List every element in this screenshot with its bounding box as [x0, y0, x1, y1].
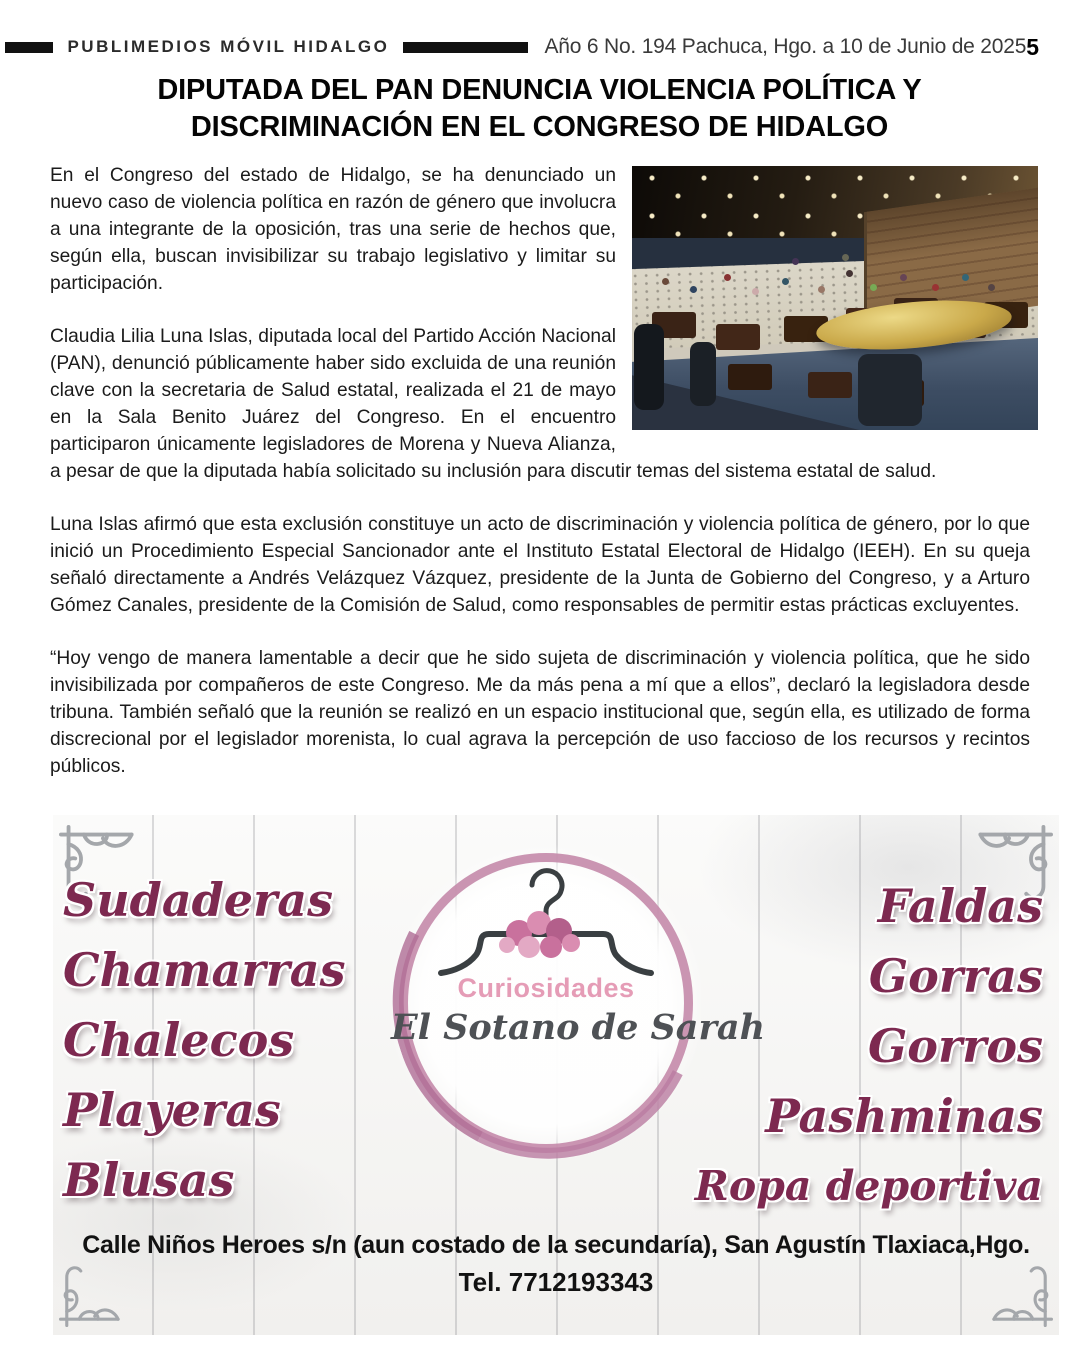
paragraph-2: Claudia Lilia Luna Islas, diputada local del Partido Acción Nacional (PAN), denunció públicamente haber sido excluida de una reunión clave con la secretaria de Salud estatal, realizada el 21 de mayo en la Sala Benito Juárez del Congreso. En el encuentro participaron únicamente legisladores de Morena y Nueva Alianza, a pesar de que la diputada había solicitado su inclusión para discutir temas del sistema estatal de salud.	[50, 326, 937, 482]
ad-item-gorros: Gorros	[867, 1019, 1043, 1073]
masthead-brand: PUBLIMEDIOS MÓVIL HIDALGO	[67, 37, 390, 56]
ad-item-pashminas: Pashminas	[765, 1089, 1043, 1143]
logo-tagline: Curiosidades	[457, 973, 635, 1003]
logo-shop-name: El Sotano de Sarah	[391, 1007, 766, 1048]
headline-line-1: DIPUTADA DEL PAN DENUNCIA VIOLENCIA POLÍTICA Y	[157, 74, 922, 106]
flower-cluster-icon	[499, 911, 580, 958]
ad-item-sudaderas: Sudaderas	[63, 873, 334, 927]
advertisement-el-sotano-de-sarah	[53, 815, 1059, 1335]
article-body	[50, 162, 1030, 806]
masthead-divider-bar	[403, 42, 528, 53]
ad-item-chalecos: Chalecos	[63, 1013, 295, 1067]
issue-line: Año 6 No. 194 Pachuca, Hgo. a 10 de Junio de 2025	[544, 35, 1027, 58]
ad-item-ropa-deportiva: Ropa deportiva	[694, 1162, 1043, 1210]
article-headline	[0, 72, 1079, 146]
photo-foreground-chair	[858, 354, 922, 426]
ad-item-faldas: Faldas	[877, 879, 1043, 933]
ad-product-list-left	[63, 875, 346, 1205]
ad-item-blusas: Blusas	[63, 1153, 235, 1207]
congress-session-photo	[632, 166, 1038, 430]
paragraph-4: “Hoy vengo de manera lamentable a decir que he sido sujeta de discriminación y violencia política, que he sido invisibilizada por compañeros de este Congreso. Me da más pena a mí que a ellos”, declaró la legisladora desde tribuna. También señaló que la reunión se realizó en un espacio institucional que, según ella, es utilizado de forma discrecional por el legislador morenista, lo cual agrava la percepción de uso faccioso de los recursos y recintos públicos.	[50, 648, 1030, 777]
ad-item-gorras: Gorras	[868, 949, 1043, 1003]
photo-people	[632, 166, 639, 173]
headline-line-2: DISCRIMINACIÓN EN EL CONGRESO DE HIDALGO	[190, 111, 889, 143]
ad-phone: Tel. 7712193343	[458, 1267, 654, 1297]
paragraph-3: Luna Islas afirmó que esta exclusión constituye un acto de discriminación y violencia política de género, por lo que inició un Procedimiento Especial Sancionador ante el Instituto Estatal Electoral de Hidalgo (IEEH). En su queja señaló directamente a Andrés Velázquez Vázquez, presidente de la Junta de Gobierno del Congreso, y a Arturo Gómez Canales, presidente de la Comisión de Salud, como responsables de permitir estas prácticas excluyentes.	[50, 514, 1030, 616]
ad-item-chamarras: Chamarras	[63, 943, 346, 997]
photo-standing-figure	[634, 324, 664, 410]
photo-seated-figure	[690, 342, 716, 406]
ad-item-playeras: Playeras	[63, 1083, 281, 1137]
masthead-left-bar	[5, 42, 53, 53]
paragraph-1: En el Congreso del estado de Hidalgo, se ha denunciado un nuevo caso de violencia política en razón de género que involucra a una integrante de la oposición, tras una serie de hechos que, según ella, buscan invisibilizar su trabajo legislativo y limitar su participación.	[50, 165, 616, 294]
ad-address: Calle Niños Heroes s/n (aun costado de la secundaría), San Agustín Tlaxiaca,Hgo.	[82, 1231, 1030, 1259]
masthead	[0, 30, 1079, 64]
ad-logo	[391, 845, 766, 1161]
page-number: 5	[1026, 33, 1039, 60]
